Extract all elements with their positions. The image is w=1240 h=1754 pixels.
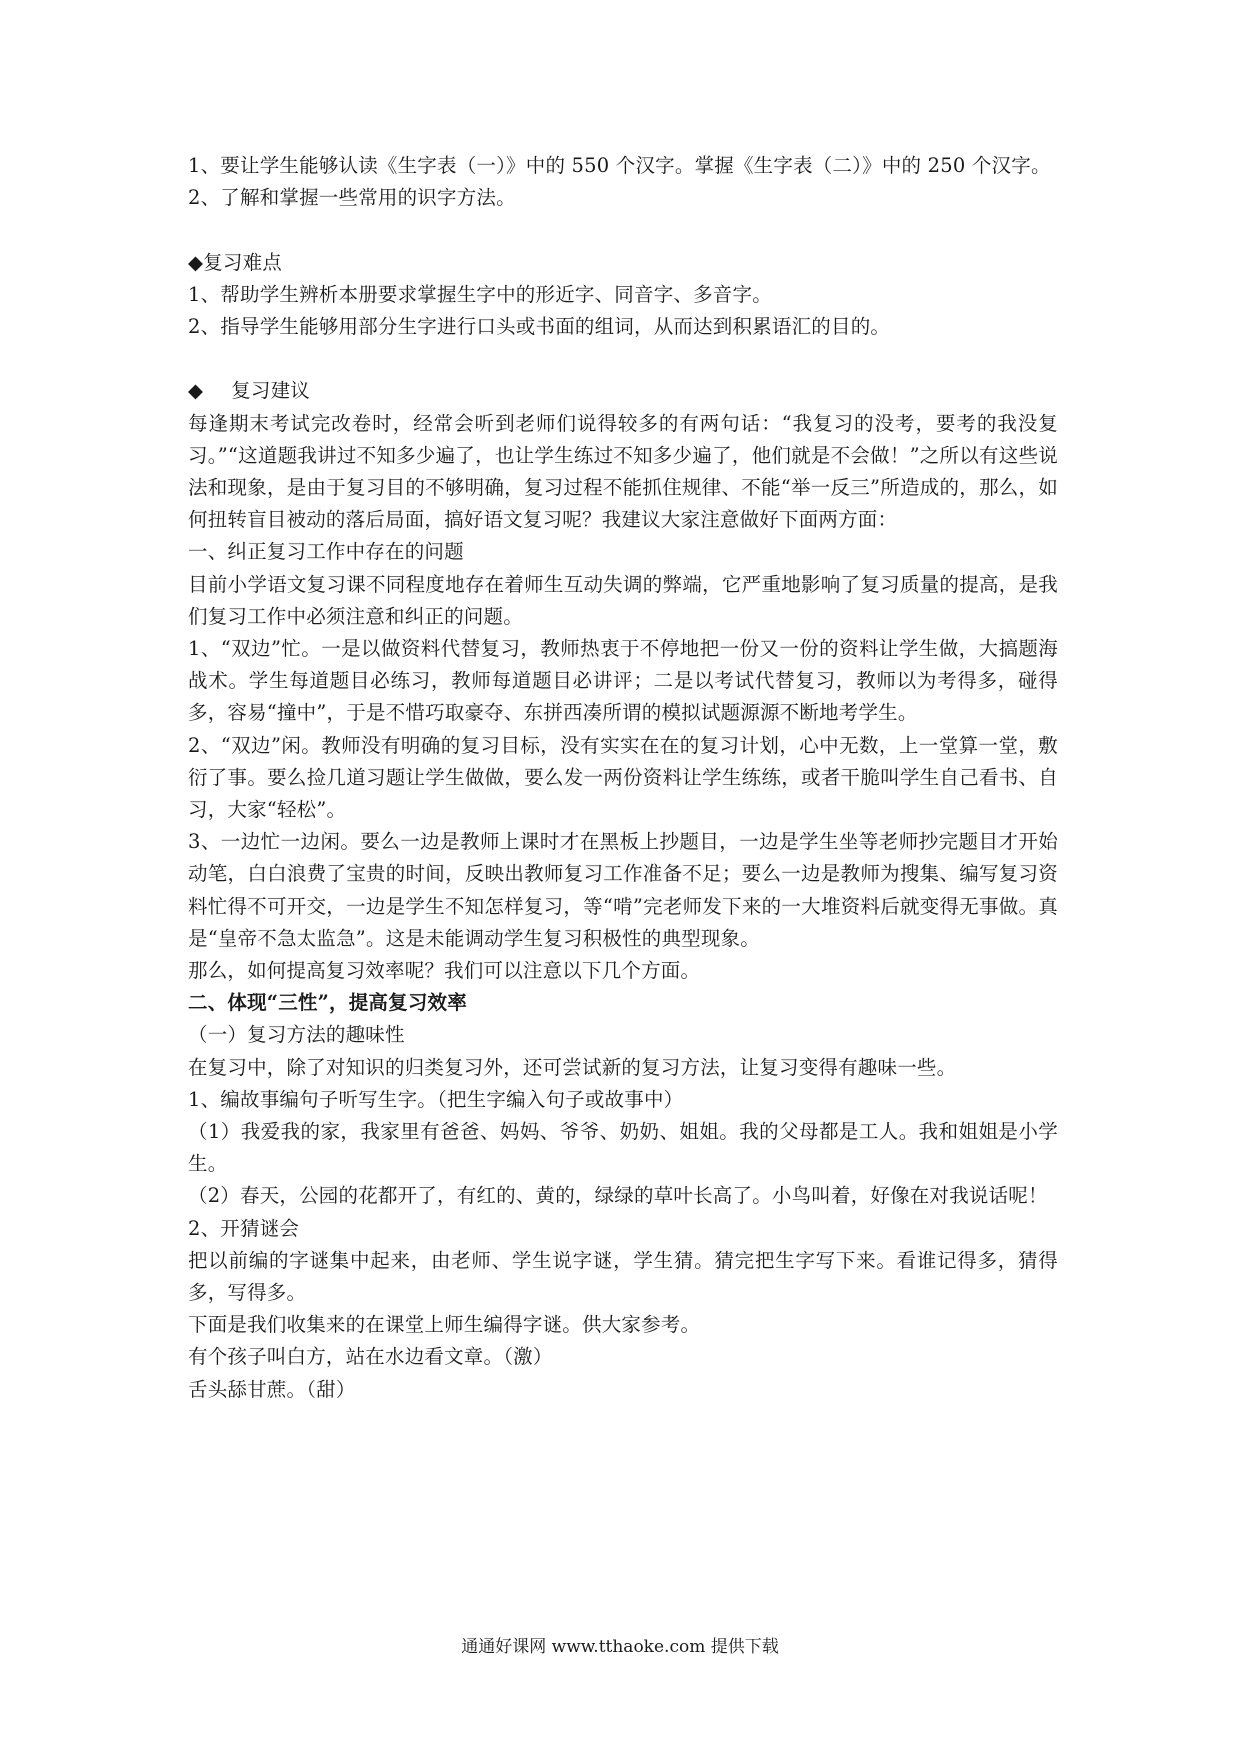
page-footer: 通通好课网 www.tthaoke.com 提供下载 [461, 1637, 779, 1657]
suggestion-intro: 每逢期末考试完改卷时，经常会听到老师们说得较多的有两句话：“我复习的没考，要考的我没复习。”“这道题我讲过不知多少遍了，也让学生练过不知多少遍了，他们就是不会做！”之所以有这些说法和现象，是由于复习目的不够明确，复习过程不能抓住规律、不能“举一反三”所造成的，那么，如何扭转盲目被动的落后局面，搞好语文复习呢？我建议大家注意做好下面两方面： [188, 411, 1058, 532]
section2-sub1: （一）复习方法的趣味性 [188, 1023, 405, 1047]
riddle-2: 舌头舔甘蔗。（甜） [188, 1377, 356, 1401]
goal-1: 1、要让学生能够认读《生字表（一）》中的 550 个汉字。掌握《生字表（二）》中的 250 个汉字。 [188, 154, 1051, 177]
section1-item-2: 2、“双边”闲。教师没有明确的复习目标，没有实实在在的复习计划，心中无数，上一堂算一堂，敷衍了事。要么捡几道习题让学生做做，要么发一两份资料让学生练练，或者干脆叫学生自己看书、自习，大家“轻松”。 [188, 733, 1058, 822]
difficulty-item-2: 2、指导学生能够用部分生字进行口头或书面的组词，从而达到积累语汇的目的。 [188, 315, 891, 338]
example-2: （2）春天，公园的花都开了，有红的、黄的，绿绿的草叶长高了。小鸟叫着，好像在对我说话呢！ [188, 1184, 1048, 1208]
section1-item-1: 1、“双边”忙。一是以做资料代替复习，教师热衷于不停地把一份又一份的资料让学生做，大搞题海战术。学生每道题目必练习，教师每道题目必讲评；二是以考试代替复习，教师以为考得多，碰得多，容易“撞中”，于是不惜巧取豪夺、东拼西凑所谓的模拟试题源源不断地考学生。 [188, 637, 1058, 725]
goal-2: 2、了解和掌握一些常用的识字方法。 [188, 186, 516, 210]
suggestion-heading-text: 复习建议 [231, 379, 311, 403]
method-2: 2、开猜谜会 [188, 1216, 300, 1240]
section2-sub1-intro: 在复习中，除了对知识的归类复习外，还可尝试新的复习方法，让复习变得有趣味一些。 [188, 1055, 957, 1079]
spacer [188, 214, 1058, 246]
section1-intro: 目前小学语文复习课不同程度地存在着师生互动失调的弊端，它严重地影响了复习质量的提高，是我们复习工作中必须注意和纠正的问题。 [188, 572, 1058, 628]
method-1: 1、编故事编句子听写生字。（把生字编入句子或故事中） [188, 1087, 684, 1111]
riddle-1: 有个孩子叫白方，站在水边看文章。（激） [188, 1345, 553, 1369]
riddle-intro: 下面是我们收集来的在课堂上师生编得字谜。供大家参考。 [188, 1313, 701, 1337]
difficulty-item-1: 1、帮助学生辨析本册要求掌握生字中的形近字、同音字、多音字。 [188, 282, 772, 306]
difficulty-heading: ◆复习难点 [188, 250, 282, 274]
section1-heading: 一、纠正复习工作中存在的问题 [188, 540, 464, 564]
suggestion-heading [188, 375, 1058, 407]
document-body [188, 150, 1058, 1406]
diamond-bullet-icon: ◆ [188, 379, 204, 403]
method-2-desc: 把以前编的字谜集中起来，由老师、学生说字谜，学生猜。猜完把生字写下来。看谁记得多，猜得多，写得多。 [188, 1248, 1058, 1305]
spacer [188, 343, 1058, 375]
example-1: （1）我爱我的家，我家里有爸爸、妈妈、爷爷、奶奶、姐姐。我的父母都是工人。我和姐姐是小学生。 [188, 1120, 1058, 1176]
section1-closing: 那么，如何提高复习效率呢？我们可以注意以下几个方面。 [188, 959, 701, 983]
section1-item-3: 3、一边忙一边闲。要么一边是教师上课时才在黑板上抄题目，一边是学生坐等老师抄完题目才开始动笔，白白浪费了宝贵的时间，反映出教师复习工作准备不足；要么一边是教师为搜集、编写复习资料忙得不可开交，一边是学生不知怎样复习，等“啃”完老师发下来的一大堆资料后就变得无事做。真是“皇帝不急太监急”。这是未能调动学生复习积极性的典型现象。 [188, 830, 1058, 950]
section2-heading: 二、体现“三性”，提高复习效率 [188, 991, 467, 1015]
